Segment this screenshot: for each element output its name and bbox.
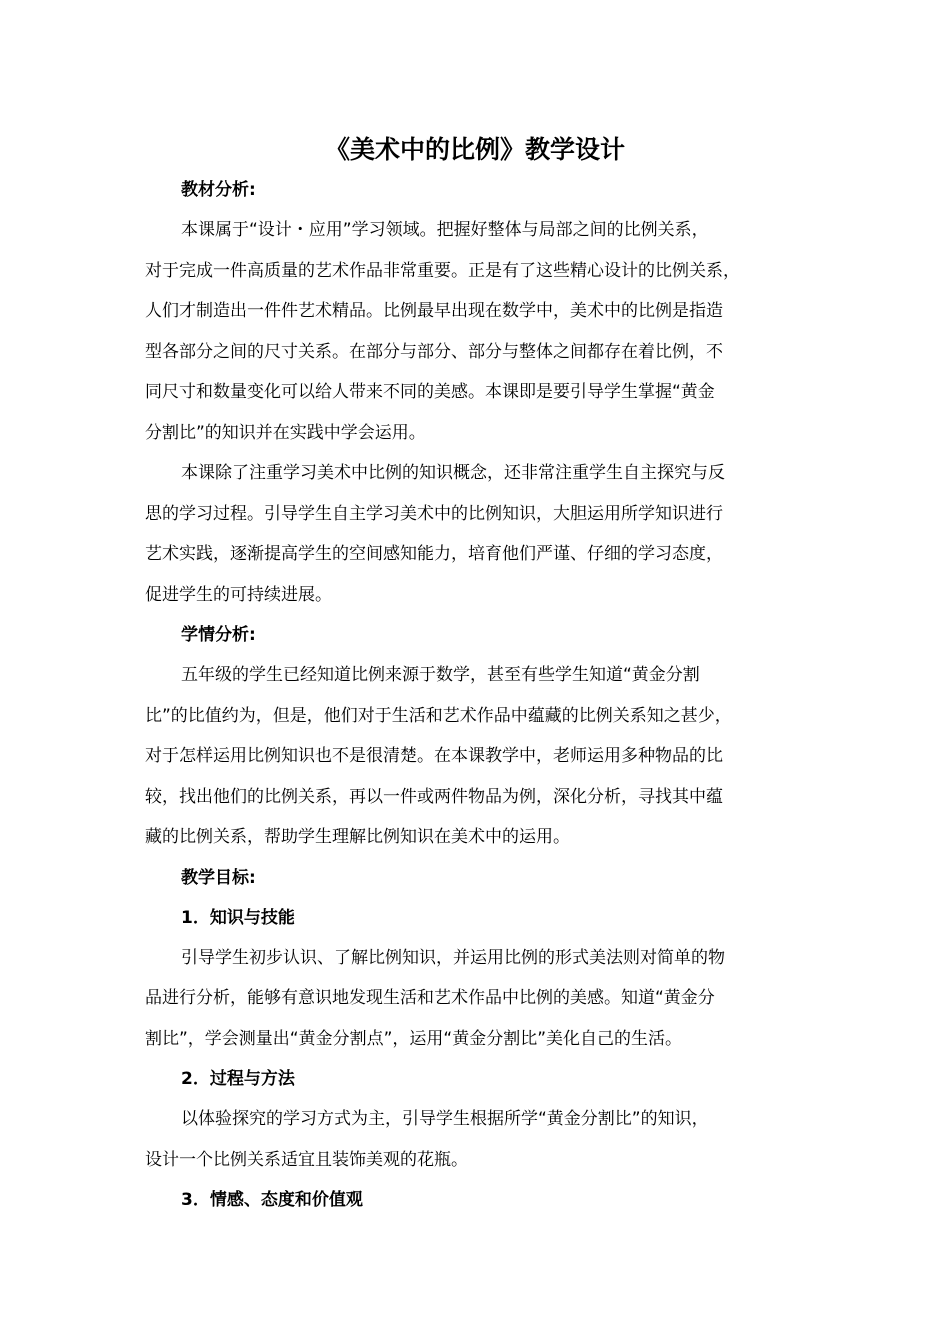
section-heading-textbook-analysis: 教材分析: [181, 180, 256, 200]
paragraph [145, 655, 825, 858]
paragraph [145, 453, 825, 615]
text-line: 分割比”的知识并在实践中学会运用。 [145, 422, 426, 443]
text-line: 本课除了注重学习美术中比例的知识概念，还非常注重学生自主探究与反 [181, 463, 725, 483]
text-line: 比”的比值约为，但是，他们对于生活和艺术作品中蕴藏的比例关系知之甚少， [145, 705, 732, 726]
text-line: 对于怎样运用比例知识也不是很清楚。在本课教学中，老师运用多种物品的比 [145, 746, 723, 766]
text-line: 型各部分之间的尺寸关系。在部分与部分、部分与整体之间都存在着比例，不 [145, 341, 723, 362]
text-line: 品进行分析，能够有意识地发现生活和艺术作品中比例的美感。知道“黄金分 [145, 988, 715, 1008]
document-title: 《美术中的比例》教学设计 [324, 135, 625, 164]
text-line: 设计一个比例关系适宜且装饰美观的花瓶。 [145, 1149, 468, 1170]
paragraph [145, 938, 825, 1060]
text-line: 思的学习过程。引导学生自主学习美术中的比例知识，大胆运用所学知识进行 [145, 503, 723, 524]
subheading-knowledge-skills: 1．知识与技能 [181, 907, 295, 928]
text-line: 较，找出他们的比例关系，再以一件或两件物品为例，深化分析，寻找其中蕴 [145, 786, 723, 807]
text-line: 同尺寸和数量变化可以给人带来不同的美感。本课即是要引导学生掌握“黄金 [145, 382, 715, 402]
section-heading-teaching-goals: 教学目标: [181, 867, 256, 888]
text-line: 引导学生初步认识、了解比例知识，并运用比例的形式美法则对简单的物 [181, 947, 725, 968]
text-line: 本课属于“设计・应用”学习领域。把握好整体与局部之间的比例关系， [181, 220, 709, 240]
subheading-process-methods: 2．过程与方法 [181, 1069, 295, 1089]
text-line: 对于完成一件高质量的艺术作品非常重要。正是有了这些精心设计的比例关系， [145, 260, 740, 281]
paragraph [145, 1099, 825, 1180]
text-line: 割比”，学会测量出“黄金分割点”，运用“黄金分割比”美化自己的生活。 [145, 1028, 683, 1049]
text-line: 促进学生的可持续进展。 [145, 584, 332, 605]
document-body [145, 170, 825, 1220]
subheading-emotion-attitude-values: 3．情感、态度和价值观 [181, 1190, 363, 1210]
text-line: 五年级的学生已经知道比例来源于数学，甚至有些学生知道“黄金分割 [181, 665, 700, 685]
text-line: 以体验探究的学习方式为主，引导学生根据所学“黄金分割比”的知识， [181, 1109, 709, 1129]
text-line: 人们才制造出一件件艺术精品。比例最早出现在数学中，美术中的比例是指造 [145, 301, 723, 321]
paragraph [145, 210, 825, 453]
text-line: 艺术实践，逐渐提高学生的空间感知能力，培育他们严谨、仔细的学习态度， [145, 544, 723, 564]
section-heading-learner-analysis: 学情分析: [181, 625, 256, 645]
text-line: 藏的比例关系，帮助学生理解比例知识在美术中的运用。 [145, 827, 570, 847]
